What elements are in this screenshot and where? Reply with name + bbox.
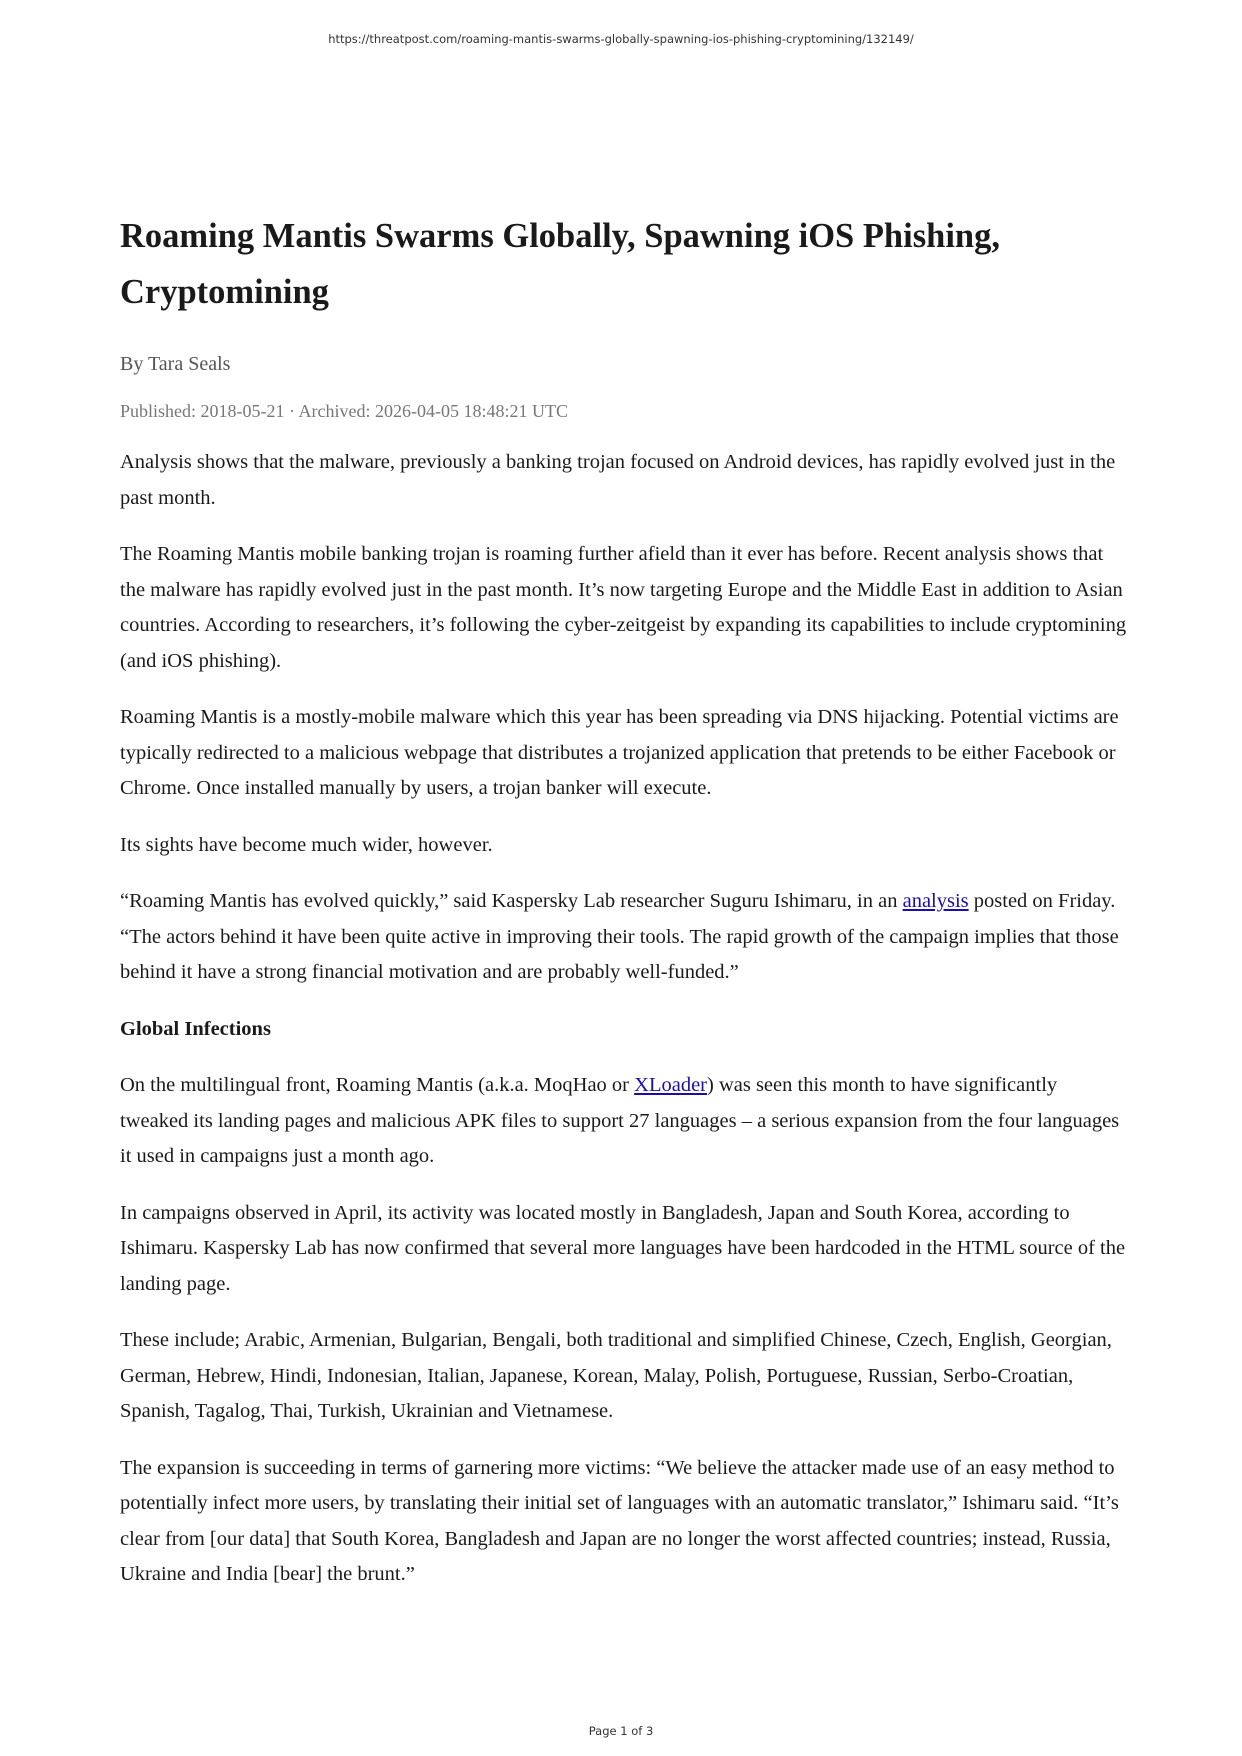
paragraph-6-text-before: On the multilingual front, Roaming Mantis (a.k.a. MoqHao or (120, 1074, 635, 1096)
page-number: Page 1 of 3 (588, 1724, 654, 1738)
paragraph-8: These include; Arabic, Armenian, Bulgarian, Bengali, both traditional and simplified Chinese, Czech, English, Georgian, German, Hebrew, Hindi, Indonesian, Italian, Japanese, Korean, Malay, Polish, Portuguese, Russian, Serbo-Croatian, Spanish, Tagalog, Thai, Turkish, Ukrainian and Vietnamese. (120, 1329, 1112, 1422)
analysis-link[interactable]: analysis (902, 890, 969, 912)
article-byline: By Tara Seals (120, 353, 231, 375)
paragraph-1: Analysis shows that the malware, previously a banking trojan focused on Android devices, has rapidly evolved just in the past month. (120, 451, 1116, 509)
paragraph-7: In campaigns observed in April, its activity was located mostly in Bangladesh, Japan and South Korea, according to Ishimaru. Kaspersky Lab has now confirmed that several more languages have been hardcoded in the HTML source of the landing page. (120, 1201, 1126, 1295)
paragraph-5 (120, 884, 1130, 991)
paragraph-9: The expansion is succeeding in terms of garnering more victims: “We believe the attacker made use of an easy method to potentially infect more users, by translating their initial set of languages with an automatic translator,” Ishimaru said. “It’s clear from [our data] that South Korea, Bangladesh and Japan are no longer the worst affected countries; instead, Russia, Ukraine and India [bear] the brunt.” (120, 1456, 1119, 1585)
article-body (120, 445, 1130, 1593)
paragraph-3: Roaming Mantis is a mostly-mobile malware which this year has been spreading via DNS hijacking. Potential victims are typically redirected to a malicious webpage that distributes a trojanized application that pretends to be either Facebook or Chrome. Once installed manually by users, a trojan banker will execute. (120, 706, 1119, 799)
article-meta: Published: 2018-05-21 · Archived: 2026-04-05 18:48:21 UTC (120, 401, 568, 421)
article (120, 208, 1130, 1614)
article-title: Roaming Mantis Swarms Globally, Spawning iOS Phishing, Cryptomining (120, 217, 1000, 311)
paragraph-4: Its sights have become much wider, however. (120, 833, 493, 856)
paragraph-6-text-after: ) was seen this month to have significantly tweaked its landing pages and malicious APK files to support 27 languages – a serious expansion from the four languages it used in campaigns just a month ago. (120, 1074, 1120, 1167)
page-url: https://threatpost.com/roaming-mantis-swarms-globally-spawning-ios-phishing-cryptomining/132149/ (328, 32, 914, 46)
xloader-link[interactable]: XLoader (634, 1074, 707, 1096)
paragraph-6 (120, 1068, 1130, 1175)
paragraph-2: The Roaming Mantis mobile banking trojan is roaming further afield than it ever has before. Recent analysis shows that the malware has rapidly evolved just in the past month. It’s now targeting Europe and the Middle East in addition to Asian countries. According to researchers, it’s following the cyber-zeitgeist by expanding its capabilities to include cryptomining (and iOS phishing). (120, 543, 1127, 672)
section-heading-global-infections: Global Infections (120, 1017, 271, 1040)
paragraph-5-text-after: posted on Friday. “The actors behind it have been quite active in improving their tools. The rapid growth of the campaign implies that those behind it have a strong financial motivation and are probably well-funded.” (120, 890, 1119, 983)
paragraph-5-text-before: “Roaming Mantis has evolved quickly,” said Kaspersky Lab researcher Suguru Ishimaru, in an (120, 890, 903, 912)
